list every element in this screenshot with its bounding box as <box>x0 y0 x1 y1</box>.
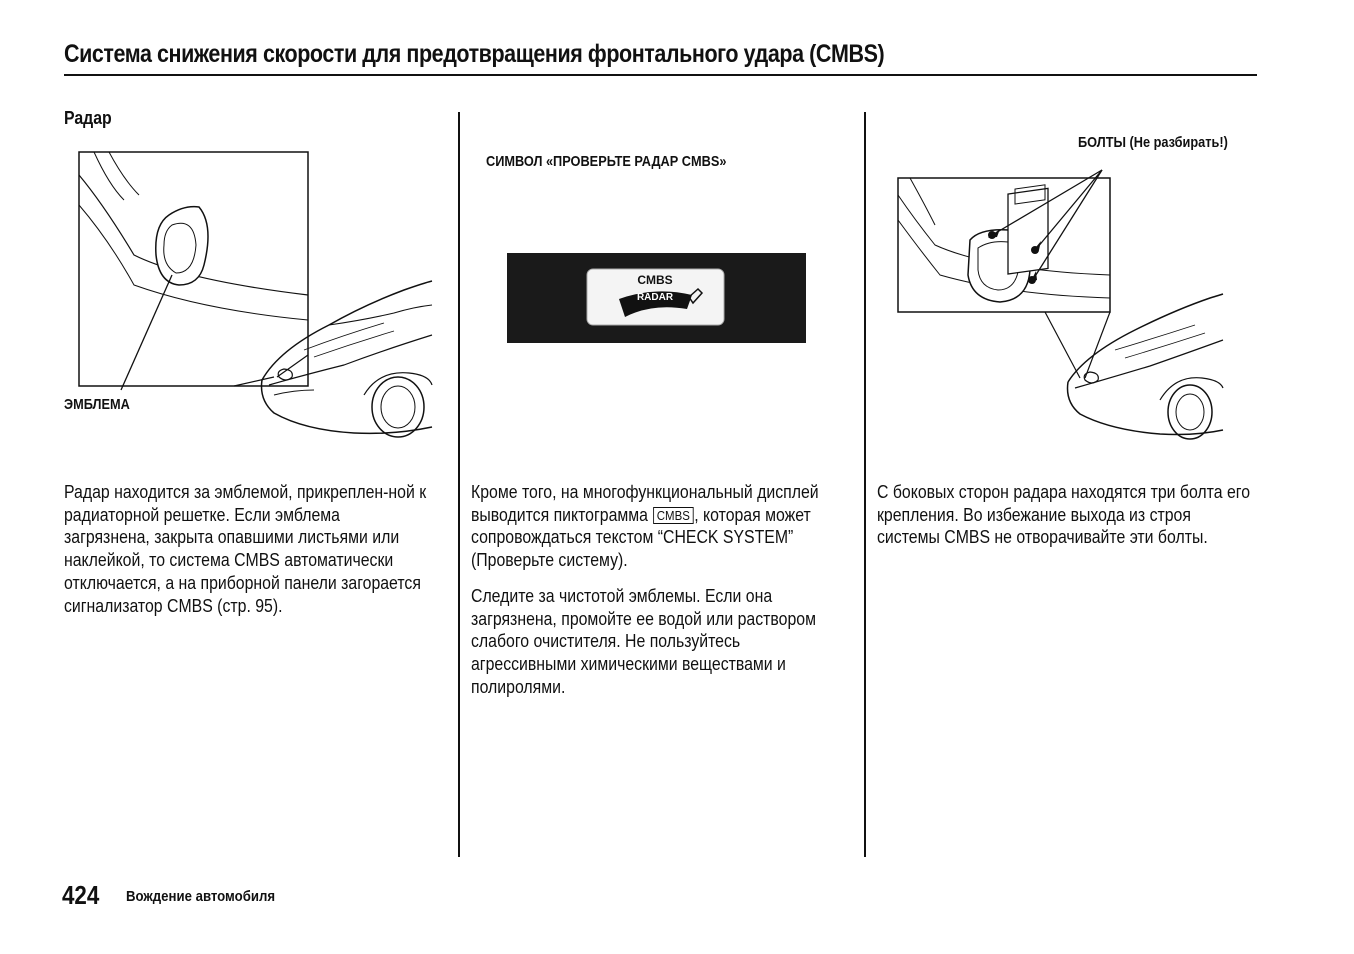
emblem-label: ЭМБЛЕМА <box>64 396 130 413</box>
cmbs-pictogram-icon: CMBS <box>653 507 693 524</box>
indicator-radar-text: RADAR <box>636 292 674 303</box>
column-divider-2 <box>864 112 866 857</box>
column-divider-1 <box>458 112 460 857</box>
column1-body <box>64 481 427 617</box>
section-heading-radar: Радар <box>64 108 112 128</box>
display-pictogram-text <box>471 481 823 572</box>
column2-body <box>471 481 823 698</box>
column3-body <box>877 481 1255 549</box>
bolts-caption: БОЛТЫ (Не разбирать!) <box>1078 134 1228 151</box>
page-number: 424 <box>62 880 100 910</box>
multi-info-display <box>507 253 806 343</box>
emblem-cleaning-text: Следите за чистотой эмблемы. Если она загрязнена, промойте ее водой или раствором слабого очистителя. Не пользуйтесь агрессивными химическими веществами и полиролями. <box>471 585 816 697</box>
title-divider <box>64 74 1257 76</box>
cmbs-radar-indicator <box>507 253 806 343</box>
symbol-caption: СИМВОЛ «ПРОВЕРЬТЕ РАДАР CMBS» <box>486 153 727 170</box>
radar-bolts-illustration <box>880 150 1230 440</box>
page-title: Система снижения скорости для предотвращения фронтального удара (CMBS) <box>64 40 885 68</box>
radar-location-text: Радар находится за эмблемой, прикреплен-ной к радиаторной решетке. Если эмблема загрязнена, закрыта опавшими листьями или наклейкой, то система CMBS автоматически отключается, а на приборной панели загорается сигнализатор CMBS (стр. 95). <box>64 482 427 616</box>
pictogram-text-after: , которая может сопровождаться текстом “CHECK SYSTEM” (Проверьте систему). <box>471 504 811 571</box>
bolts-warning-text: С боковых сторон радара находятся три болта его крепления. Во избежание выхода из строя системы CMBS не отворачивайте эти болты. <box>877 482 1251 548</box>
pictogram-text-before: Кроме того, на многофункциональный дисплей выводится пиктограмма <box>471 482 819 525</box>
footer-section-name: Вождение автомобиля <box>126 888 276 905</box>
indicator-cmbs-text: CMBS <box>637 273 673 287</box>
